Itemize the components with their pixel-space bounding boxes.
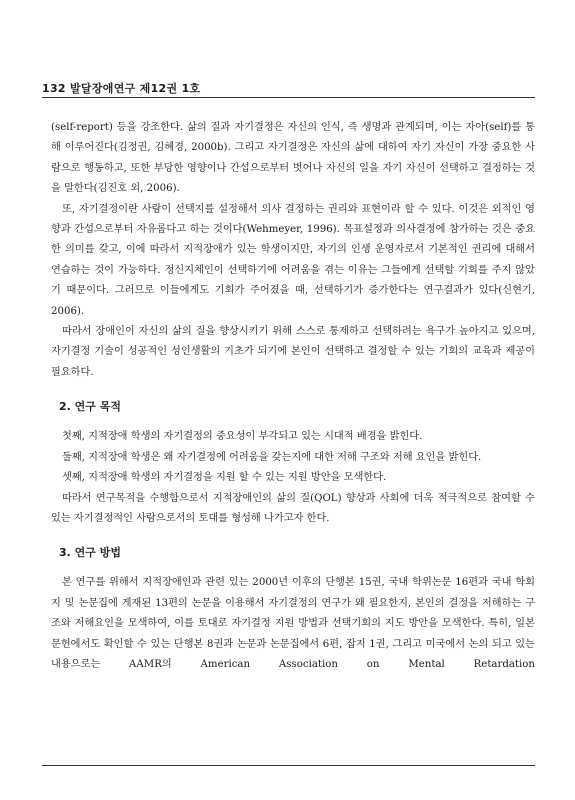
paragraph: 첫째, 지적장애 학생의 자기결정의 중요성이 부각되고 있는 시대적 배경을 밝힌다. (62, 431, 423, 443)
section-heading-purpose: 2. 연구 목적 (59, 400, 121, 414)
paragraph: (self-report) 등을 강조한다. 삶의 질과 자기결정은 자신의 인식, 즉 생명과 관계되며, 이는 자아(self)를 통해 이루어진다(김정권, 김혜경, 2000b). 그리고 자기결정은 자신의 삶에 대하여 자기 자신이 가장 중요한 사람으로 행동하고, 또한 부당한 영향이나 간섭으로부터 벗어나 자신의 일을 자기 자신이 선택하고 결정하는 것을 말한다(김진호 외, 2006). (51, 122, 535, 195)
page-body (51, 118, 535, 675)
paragraph: 또, 자기결정이란 사람이 선택지를 설정해서 의사 결정하는 권리와 표현이라 할 수 있다. 이것은 외적인 영향과 간섭으로부터 자유롭다고 하는 것이다(Wehmeyer, 1996). 목표설정과 의사결정에 참가하는 것은 중요한 의미를 갖고, 이에 따라서 지적장애가 있는 학생이지만, 자기의 인생 운영자로서 기본적인 권리에 대해서 연습하는 것이 가능하다. 정신지체인이 선택하기에 어려움을 겪는 이유는 그들에게 선택할 기회를 주지 않았기 때문이다. 그러므로 이들에게도 기회가 주어졌을 때, 선택하기가 증가한다는 연구결과가 있다(신현기, 2006). (51, 203, 535, 317)
paragraph: 둘째, 지적장애 학생은 왜 자기결정에 어려움을 갖는지에 대한 저해 구조와 저해 요인을 밝힌다. (62, 451, 482, 463)
paragraph: 따라서 연구목적을 수행함으로서 지적장애인의 삶의 질(QOL) 향상과 사회에 더욱 적극적으로 참여할 수 있는 자기결정적인 사람으로서의 토대를 형성해 나가고자 한다. (51, 492, 535, 524)
paragraph: 따라서 장애인이 자신의 삶의 질을 향상시키기 위해 스스로 통제하고 선택하려는 욕구가 높아지고 있으며, 자기결정 기술이 성공적인 성인생활의 기초가 되기에 본인이 선택하고 결정할 수 있는 기회의 교육과 제공이 필요하다. (51, 326, 535, 378)
paragraph: 본 연구를 위해서 지적장애인과 관련 있는 2000년 이후의 단행본 15권, 국내 학위논문 16편과 국내 학회지 및 논문집에 게재된 13편의 논문을 이용해서 자기결정의 연구가 왜 필요한지, 본인의 결정을 저해하는 구조와 저해요인을 모색하여, 이를 토대로 자기결정 지원 방법과 선택기회의 지도 방안을 모색한다. 특히, 일본 문헌에서도 확인할 수 있는 단행본 8권과 논문과 논문집에서 6편, 잡지 1권, 그리고 미국에서 논의 되고 있는 내용으로는 AAMR의 American Association on Mental Retardation (51, 577, 535, 670)
header-rule (42, 97, 535, 98)
footer-rule (42, 765, 535, 766)
section-heading-method: 3. 연구 방법 (59, 546, 121, 560)
paragraph: 셋째, 지적장애 학생의 자기결정을 지원 할 수 있는 지원 방안을 모색한다. (62, 472, 387, 484)
running-head: 132 발달장애연구 제12권 1호 (42, 82, 201, 95)
